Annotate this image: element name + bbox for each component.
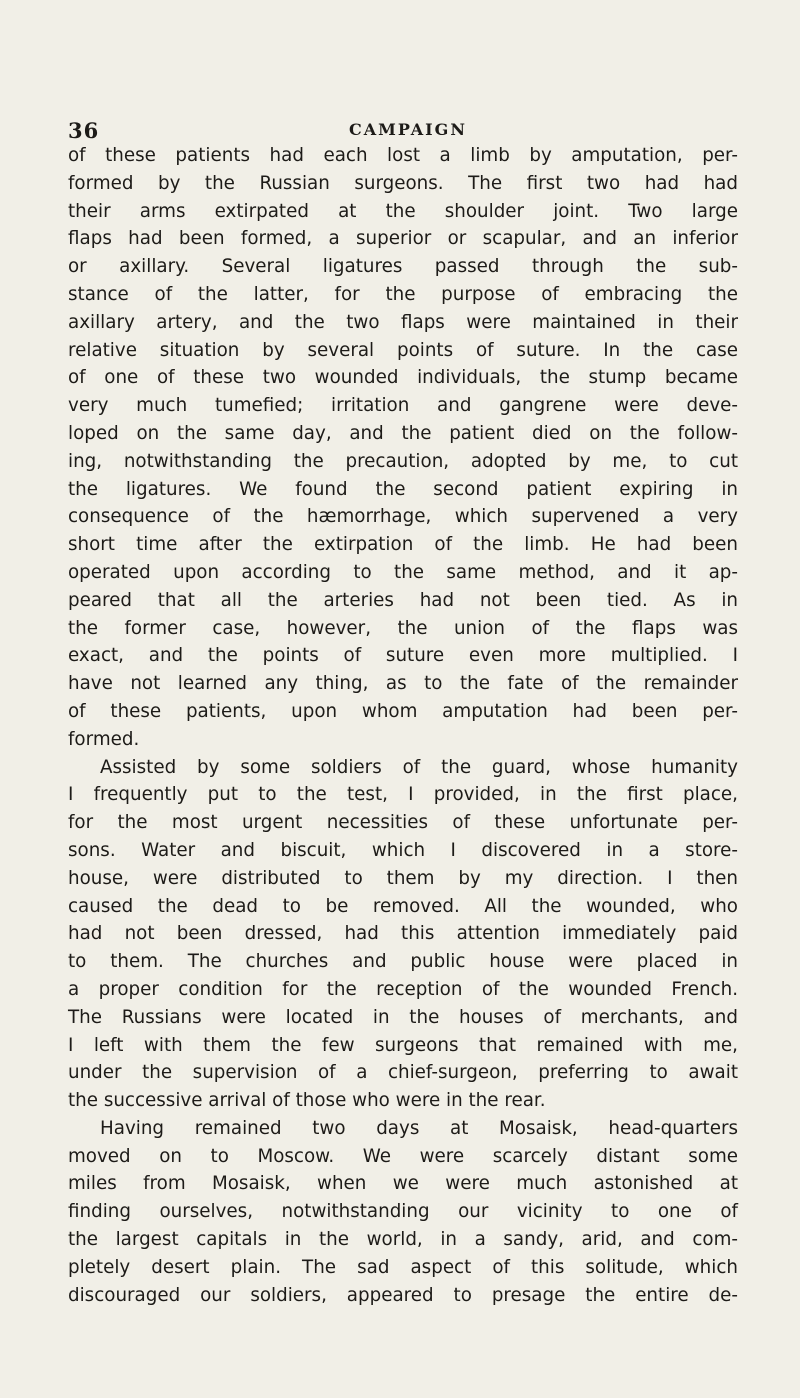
- page-number: 36: [68, 118, 100, 143]
- text-line: I frequently put to the test, I provided, in the first place,: [68, 784, 738, 806]
- text-line: or axillary. Several ligatures passed through the sub-: [68, 256, 738, 278]
- text-line: peared that all the arteries had not been tied. As in: [68, 589, 738, 611]
- text-line: the successive arrival of those who were in the rear.: [68, 1090, 546, 1112]
- text-line: miles from Mosaisk, when we were much astonished at: [68, 1173, 738, 1195]
- text-line: their arms extirpated at the shoulder joint. Two large: [68, 200, 738, 222]
- text-line: sons. Water and biscuit, which I discovered in a store-: [68, 839, 738, 861]
- text-line: a proper condition for the reception of the wounded French.: [68, 978, 738, 1000]
- text-line: caused the dead to be removed. All the wounded, who: [68, 895, 738, 917]
- text-line: had not been dressed, had this attention immediately paid: [68, 923, 738, 945]
- running-head: [68, 118, 738, 144]
- text-line: Assisted by some soldiers of the guard, whose humanity: [100, 756, 738, 778]
- text-line: operated upon according to the same method, and it ap-: [68, 561, 738, 583]
- text-line: the former case, however, the union of the flaps was: [68, 617, 738, 639]
- text-line: very much tumefied; irritation and gangrene were deve-: [68, 395, 738, 417]
- text-line: formed by the Russian surgeons. The first two had had: [68, 172, 738, 194]
- text-line: relative situation by several points of suture. In the case: [68, 339, 738, 361]
- text-line: pletely desert plain. The sad aspect of this solitude, which: [68, 1256, 738, 1278]
- text-line: loped on the same day, and the patient died on the follow-: [68, 422, 738, 444]
- text-line: flaps had been formed, a superior or scapular, and an inferior: [68, 228, 738, 250]
- text-line: axillary artery, and the two flaps were maintained in their: [68, 311, 738, 333]
- text-line: finding ourselves, notwithstanding our vicinity to one of: [68, 1201, 738, 1223]
- text-line: have not learned any thing, as to the fate of the remainder: [68, 673, 738, 695]
- text-line: discouraged our soldiers, appeared to presage the entire de-: [68, 1284, 738, 1306]
- text-line: house, were distributed to them by my direction. I then: [68, 867, 738, 889]
- text-line: short time after the extirpation of the limb. He had been: [68, 534, 738, 556]
- running-title: CAMPAIGN: [349, 120, 467, 139]
- text-line: exact, and the points of suture even more multiplied. I: [68, 645, 738, 667]
- text-line: The Russians were located in the houses of merchants, and: [68, 1006, 738, 1028]
- body-text: [68, 142, 738, 1309]
- text-line: Having remained two days at Mosaisk, head-quarters: [100, 1117, 738, 1139]
- text-line: for the most urgent necessities of these unfortunate per-: [68, 812, 738, 834]
- text-line: under the supervision of a chief-surgeon, preferring to await: [68, 1062, 738, 1084]
- text-line: of one of these two wounded individuals, the stump became: [68, 367, 738, 389]
- text-line: stance of the latter, for the purpose of embracing the: [68, 283, 738, 305]
- text-line: the ligatures. We found the second patient expiring in: [68, 478, 738, 500]
- text-line: formed.: [68, 728, 140, 750]
- text-line: I left with them the few surgeons that remained with me,: [68, 1034, 738, 1056]
- text-line: the largest capitals in the world, in a sandy, arid, and com-: [68, 1229, 738, 1251]
- text-line: consequence of the hæmorrhage, which supervened a very: [68, 506, 738, 528]
- text-line: of these patients had each lost a limb by amputation, per-: [68, 145, 738, 166]
- text-line: ing, notwithstanding the precaution, adopted by me, to cut: [68, 450, 738, 472]
- text-line: to them. The churches and public house were placed in: [68, 951, 738, 973]
- text-line: of these patients, upon whom amputation had been per-: [68, 700, 738, 722]
- text-line: moved on to Moscow. We were scarcely distant some: [68, 1145, 738, 1167]
